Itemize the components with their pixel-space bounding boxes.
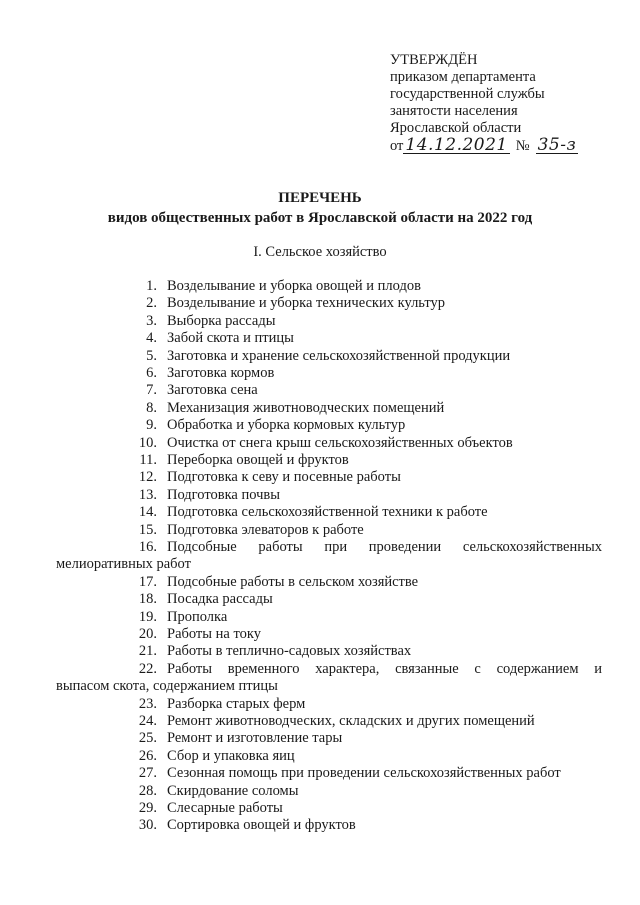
approval-line: занятости населения	[390, 103, 518, 119]
list-item-text: Подготовка почвы	[167, 486, 280, 503]
list-item-number: 1.	[146, 278, 157, 294]
list-item-number: 2.	[146, 295, 157, 312]
list-item-text: Посадка рассады	[167, 591, 273, 608]
list-item-number: 17.	[138, 573, 157, 590]
list-item-text: Заготовка кормов	[167, 365, 275, 381]
handwritten-number: 35-з	[537, 135, 577, 155]
approval-block	[390, 52, 620, 155]
list-item-number: 6.	[146, 365, 157, 381]
list-item-text: Подсобные работы при проведении сельскохозяйственных	[167, 539, 602, 555]
list-item	[110, 382, 610, 399]
list-item-text: Работы временного характера, связанные с содержанием и	[167, 660, 602, 677]
list-item-text: Заготовка сена	[167, 382, 258, 399]
list-item	[110, 817, 610, 834]
list-item	[110, 417, 610, 434]
list-item-number: 27.	[138, 765, 157, 782]
list-item-text: Работы на току	[167, 626, 261, 642]
list-item	[110, 278, 610, 295]
list-item-text: Сезонная помощь при проведении сельскохозяйственных работ	[167, 765, 561, 782]
list-item	[110, 348, 610, 365]
list-item	[110, 626, 610, 643]
list-item-number: 24.	[138, 713, 157, 729]
list-item-text: Возделывание и уборка технических культур	[167, 295, 446, 312]
list-item	[110, 730, 610, 747]
number-sign: №	[515, 138, 530, 154]
list-item	[110, 469, 610, 486]
list-item-number: 25.	[138, 730, 157, 747]
list-item	[110, 800, 610, 817]
list-item-text: Слесарные работы	[167, 800, 283, 816]
list-item-number: 15.	[138, 521, 157, 538]
list-item	[110, 435, 610, 452]
list-item-number: 8.	[146, 399, 157, 416]
list-item	[56, 539, 602, 574]
list-item	[110, 609, 610, 626]
list-item-text: Очистка от снега крыш сельскохозяйственных объектов	[167, 434, 513, 451]
list-item-text: Сбор и упаковка яиц	[167, 747, 295, 764]
section-heading: I. Сельское хозяйство	[253, 244, 387, 260]
list-item	[110, 487, 610, 504]
handwritten-date: 14.12.2021	[405, 135, 508, 155]
list-item	[110, 643, 610, 660]
list-item	[110, 504, 610, 521]
approval-line: государственной службы	[390, 86, 545, 102]
list-item	[110, 591, 610, 608]
list-item-number: 18.	[138, 591, 157, 608]
list-item	[110, 574, 610, 591]
approval-heading: УТВЕРЖДЁН	[390, 52, 478, 68]
list-item-text: Механизация животноводческих помещений	[167, 399, 445, 416]
document-subtitle: видов общественных работ в Ярославской области на 2022 год	[107, 210, 533, 226]
list-item	[110, 400, 610, 417]
list-item-text: Обработка и уборка кормовых культур	[167, 417, 406, 434]
list-item-text: Подготовка сельскохозяйственной техники к работе	[167, 504, 488, 521]
list-item-number: 19.	[138, 608, 157, 625]
list-item	[110, 696, 610, 713]
list-item-text: Подготовка элеваторов к работе	[167, 521, 364, 538]
list-item-text: Переборка овощей и фруктов	[167, 452, 349, 468]
approval-date-line	[390, 137, 620, 155]
list-item-text-continued: выпасом скота, содержанием птицы	[56, 678, 278, 695]
list-item-text: Подсобные работы в сельском хозяйстве	[167, 573, 419, 590]
date-prefix: от	[390, 138, 404, 154]
approval-line: Ярославской области	[390, 120, 522, 136]
list-item	[110, 313, 610, 330]
list-item-number: 14.	[138, 504, 157, 521]
list-item-text: Скирдование соломы	[167, 782, 299, 799]
list-item-number: 29.	[138, 800, 157, 816]
list-item-number: 23.	[138, 695, 157, 712]
list-item	[110, 330, 610, 347]
list-item-text: Выборка рассады	[167, 312, 276, 329]
list-item-number: 9.	[146, 417, 157, 434]
list-item-number: 11.	[139, 452, 157, 468]
list-item-number: 5.	[146, 347, 157, 364]
list-item-text: Заготовка и хранение сельскохозяйственной продукции	[167, 347, 511, 364]
list-item-number: 28.	[138, 782, 157, 799]
list-item	[110, 748, 610, 765]
list-item-number: 12.	[138, 469, 157, 486]
list-item-number: 22.	[138, 660, 157, 677]
document-title: ПЕРЕЧЕНЬ	[278, 190, 362, 206]
list-item	[110, 452, 610, 469]
list-item	[110, 783, 610, 800]
list-item-number: 13.	[138, 486, 157, 503]
list-item-number: 10.	[138, 434, 157, 451]
list-item-number: 7.	[146, 382, 157, 399]
list-item-number: 21.	[138, 643, 157, 660]
list-item-text: Разборка старых ферм	[167, 695, 306, 712]
list-item-text: Ремонт животноводческих, складских и других помещений	[167, 713, 535, 729]
list-item	[110, 713, 610, 730]
list-item-text: Сортировка овощей и фруктов	[167, 817, 356, 834]
list-item-text: Забой скота и птицы	[167, 330, 294, 347]
list-item-text: Работы в теплично-садовых хозяйствах	[167, 643, 412, 660]
list-item-number: 4.	[146, 330, 157, 347]
list-item	[110, 365, 610, 382]
list-item	[56, 660, 602, 696]
list-item-text-continued: мелиоративных работ	[56, 556, 191, 573]
list-item-number: 26.	[138, 747, 157, 764]
list-item-number: 3.	[146, 312, 157, 329]
approval-line: приказом департамента	[390, 69, 536, 85]
list-item-number: 20.	[138, 626, 157, 642]
list-item	[110, 765, 610, 782]
list-item-number: 30.	[138, 817, 157, 834]
list-item-first-line	[62, 539, 602, 556]
list-item-text: Ремонт и изготовление тары	[167, 730, 343, 747]
list-item	[110, 522, 610, 539]
list-item-text: Возделывание и уборка овощей и плодов	[167, 278, 421, 294]
list-item-text: Прополка	[167, 608, 228, 625]
list-item-text: Подготовка к севу и посевные работы	[167, 469, 401, 486]
list-item-number: 16.	[138, 539, 157, 555]
list-item	[110, 295, 610, 312]
list-item-first-line	[62, 661, 602, 678]
